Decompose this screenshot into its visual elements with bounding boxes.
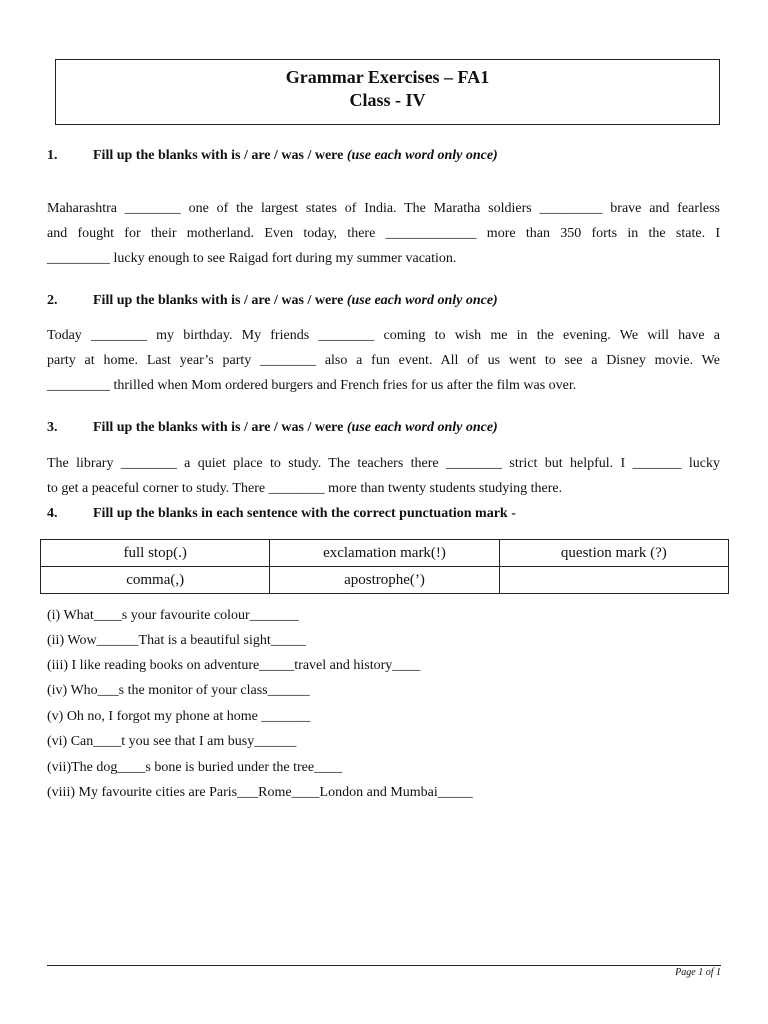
paragraph-line: to get a peaceful corner to study. There ________ more than twenty students studying there. <box>47 481 563 496</box>
question-number: 1. <box>47 148 58 163</box>
paragraph-line: _________ thrilled when Mom ordered burgers and French fries for us after the film was over. <box>47 378 577 393</box>
question-instruction: Fill up the blanks with is / are / was / were <box>93 293 347 308</box>
table-cell: question mark (?) <box>499 540 728 567</box>
punctuation-table <box>40 539 729 594</box>
class-label: Class - IV <box>349 90 426 110</box>
footer-divider <box>47 965 721 966</box>
question-number: 3. <box>47 420 58 435</box>
exercise-item: (v) Oh no, I forgot my phone at home _______ <box>47 709 311 724</box>
paragraph-line: party at home. Last year’s party ________ also a fun event. All of us went to see a Disney movie. We <box>47 353 720 368</box>
paragraph-line: Today ________ my birthday. My friends ________ coming to wish me in the evening. We will have a <box>47 328 720 343</box>
table-cell <box>499 567 728 594</box>
page-number: Page 1 of 1 <box>675 967 721 978</box>
question-number: 4. <box>47 506 58 521</box>
table-cell: exclamation mark(!) <box>270 540 499 567</box>
question-instruction: Fill up the blanks with is / are / was / were <box>93 148 347 163</box>
paragraph-line: and fought for their motherland. Even today, there _____________ more than 350 forts in the state. I <box>47 226 720 241</box>
question-1-heading <box>47 148 498 164</box>
question-2-paragraph <box>47 323 720 398</box>
paragraph-line: _________ lucky enough to see Raigad fort during my summer vacation. <box>47 251 457 266</box>
question-1-paragraph <box>47 196 720 271</box>
worksheet-title: Grammar Exercises – FA1 <box>285 67 490 87</box>
exercise-item: (ii) Wow______That is a beautiful sight_____ <box>47 633 306 648</box>
exercise-item: (vi) Can____t you see that I am busy______ <box>47 734 297 749</box>
question-instruction: Fill up the blanks in each sentence with the correct punctuation mark - <box>93 506 516 521</box>
table-cell: comma(,) <box>41 567 270 594</box>
question-3-heading <box>47 420 498 436</box>
question-note: (use each word only once) <box>346 293 498 308</box>
question-2-heading <box>47 293 498 309</box>
question-4-heading <box>47 506 516 522</box>
exercise-item: (viii) My favourite cities are Paris___Rome____London and Mumbai_____ <box>47 785 473 800</box>
exercise-item: (i) What____s your favourite colour_______ <box>47 608 299 623</box>
exercise-item: (vii)The dog____s bone is buried under the tree____ <box>47 760 343 775</box>
table-cell: full stop(.) <box>41 540 270 567</box>
paragraph-line: Maharashtra ________ one of the largest states of India. The Maratha soldiers _________ brave and fearless <box>47 201 720 216</box>
question-3-paragraph <box>47 451 720 501</box>
exercise-item: (iii) I like reading books on adventure_____travel and history____ <box>47 658 421 673</box>
question-note: (use each word only once) <box>346 420 498 435</box>
exercise-item: (iv) Who___s the monitor of your class______ <box>47 683 310 698</box>
table-row <box>41 567 729 594</box>
question-number: 2. <box>47 293 58 308</box>
question-note: (use each word only once) <box>346 148 498 163</box>
title-box <box>55 59 720 125</box>
table-row <box>41 540 729 567</box>
question-instruction: Fill up the blanks with is / are / was / were <box>93 420 347 435</box>
paragraph-line: The library ________ a quiet place to study. The teachers there ________ strict but helpful. I _______ lucky <box>47 456 720 471</box>
table-cell: apostrophe(’) <box>270 567 499 594</box>
